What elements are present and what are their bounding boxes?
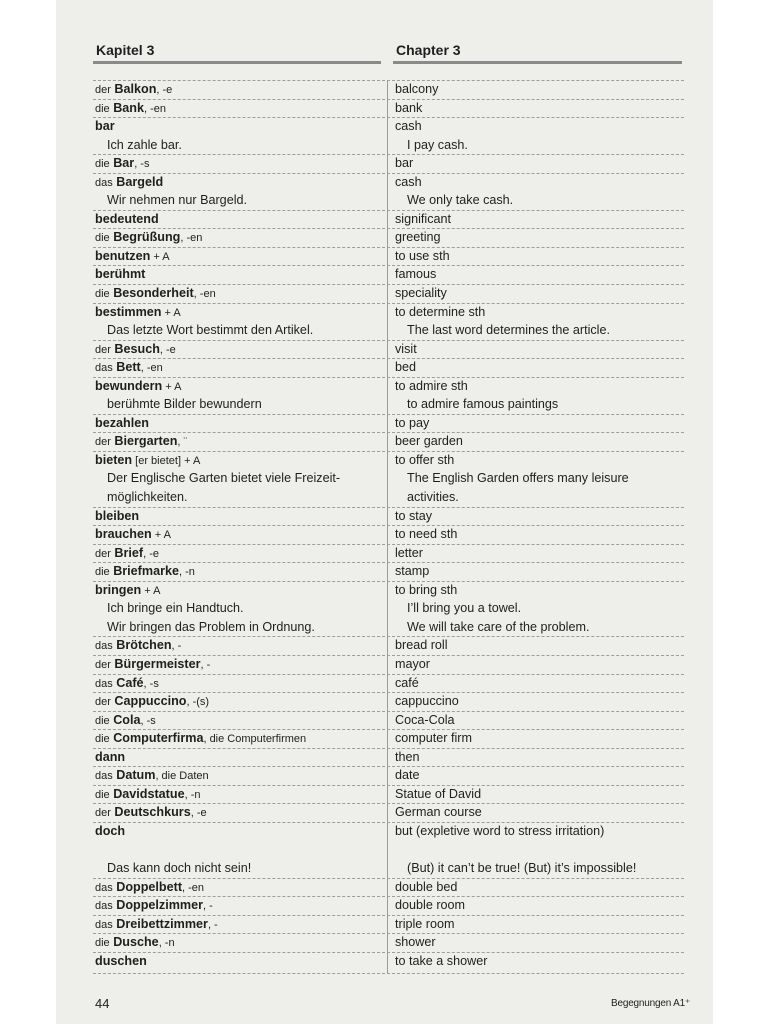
vocab-entry: [93, 915, 713, 934]
headword: Cappuccino: [114, 694, 187, 709]
german-term: [95, 377, 181, 397]
vocab-entry: [93, 451, 713, 507]
english-translation: but (expletive word to stress irritation): [395, 823, 605, 838]
example-line: [93, 469, 713, 488]
headword: bar: [95, 119, 115, 134]
vocab-entry: [93, 117, 713, 154]
vocab-entry: [93, 562, 713, 581]
headword: Café: [116, 675, 144, 690]
entry-headline: [93, 432, 713, 451]
article: der: [95, 84, 111, 96]
vocab-entry: [93, 265, 713, 284]
english-translation: mayor: [395, 656, 430, 671]
article: das: [95, 881, 113, 894]
article: das: [95, 362, 113, 375]
german-term: [95, 265, 145, 284]
headword: Balkon: [114, 82, 157, 96]
grammar-suffix: , -e: [190, 807, 207, 820]
example-english: I pay cash.: [407, 137, 468, 152]
headword: benutzen: [95, 248, 151, 263]
grammar-suffix: , -: [171, 640, 182, 653]
german-term: [95, 878, 204, 898]
german-term: [95, 358, 163, 378]
english-translation: to stay: [395, 508, 433, 523]
grammar-suffix: , -n: [184, 788, 201, 801]
headword: Besuch: [114, 341, 160, 356]
article: die: [95, 714, 110, 727]
english-translation: bread roll: [395, 638, 448, 653]
entry-headline: [93, 265, 713, 284]
article: die: [95, 788, 110, 801]
vocab-entry: [93, 822, 713, 878]
english-translation: to need sth: [395, 527, 458, 542]
entry-headline: [93, 154, 713, 173]
header-rule-left: [93, 61, 381, 64]
vocab-entry: [93, 933, 713, 952]
entry-headline: [93, 803, 713, 822]
entry-headline: [93, 173, 713, 192]
entry-headline: [93, 525, 713, 544]
entry-headline: [93, 729, 713, 748]
headword: Doppelzimmer: [116, 898, 204, 913]
english-translation: date: [395, 768, 420, 783]
grammar-suffix: , -: [207, 918, 218, 931]
german-term: [95, 562, 195, 582]
headword: Cola: [113, 712, 141, 727]
entry-headline: [93, 451, 713, 470]
german-term: [95, 933, 175, 953]
headword: Deutschkurs: [114, 805, 191, 820]
english-translation: to admire sth: [395, 378, 468, 393]
headword: Bank: [113, 100, 144, 115]
grammar-suffix: , -(s): [186, 696, 210, 709]
headword: bewundern: [95, 378, 163, 393]
entry-headline: [93, 933, 713, 952]
german-term: [95, 228, 202, 248]
example-english: We only take cash.: [407, 193, 514, 208]
article: das: [95, 770, 113, 783]
german-term: [95, 117, 115, 136]
german-term: [95, 692, 209, 712]
grammar-suffix: , -: [200, 658, 211, 671]
english-translation: bank: [395, 100, 423, 115]
german-term: [95, 952, 147, 971]
headword: Bargeld: [116, 174, 164, 189]
headword: dann: [95, 749, 126, 764]
headword: Biergarten: [114, 434, 178, 449]
english-translation: to take a shower: [395, 953, 488, 968]
entry-headline: [93, 99, 713, 118]
entry-headline: [93, 303, 713, 322]
entry-headline: [93, 80, 713, 99]
english-translation: Statue of David: [395, 786, 482, 801]
headword: Brötchen: [116, 638, 172, 653]
entry-headline: [93, 247, 713, 266]
vocab-entry: [93, 284, 713, 303]
german-term: [95, 99, 166, 119]
vocab-entry: [93, 99, 713, 118]
entry-headline: [93, 377, 713, 396]
english-translation: letter: [395, 545, 423, 560]
vocab-entry: [93, 432, 713, 451]
article: der: [95, 547, 111, 560]
example-english: activities.: [407, 490, 459, 505]
example-line: [93, 136, 713, 155]
vocab-entry: [93, 247, 713, 266]
list-end-rule: [93, 973, 684, 974]
headword: doch: [95, 823, 126, 838]
entry-headline: [93, 581, 713, 600]
headword: Briefmarke: [113, 564, 179, 579]
german-term: [95, 674, 159, 694]
entry-headline: [93, 915, 713, 934]
german-term: [95, 766, 209, 786]
german-term: [95, 803, 207, 823]
grammar-suffix: + A: [161, 306, 181, 319]
grammar-suffix: , die Computerfirmen: [203, 733, 307, 746]
english-translation: Coca-Cola: [395, 712, 455, 727]
entry-headline: [93, 822, 713, 841]
german-term: [95, 896, 213, 916]
example-line: [93, 859, 713, 878]
grammar-suffix: , -en: [182, 881, 205, 894]
grammar-suffix: , -en: [140, 362, 163, 375]
vocab-entry: [93, 525, 713, 544]
article: die: [95, 288, 110, 301]
headword: bezahlen: [95, 415, 149, 430]
vocab-entry: [93, 377, 713, 414]
english-translation: cappuccino: [395, 694, 459, 709]
example-line: [93, 191, 713, 210]
headword: brauchen: [95, 527, 152, 542]
example-german: möglichkeiten.: [107, 490, 188, 505]
vocab-entry: [93, 692, 713, 711]
example-english: I’ll bring you a towel.: [407, 601, 522, 616]
headword: Brief: [114, 545, 144, 560]
vocab-entry: [93, 711, 713, 730]
entry-headline: [93, 748, 713, 767]
vocab-entry: [93, 636, 713, 655]
vocab-entry: [93, 748, 713, 767]
vocab-entry: [93, 414, 713, 433]
entry-headline: [93, 878, 713, 897]
vocab-entry: [93, 544, 713, 563]
vocab-entry: [93, 340, 713, 359]
entry-headline: [93, 655, 713, 674]
example-english: We will take care of the problem.: [407, 619, 590, 634]
headword: Bett: [116, 360, 141, 375]
vocab-entry: [93, 896, 713, 915]
grammar-suffix: + A: [162, 380, 182, 393]
headword: Besonderheit: [113, 286, 194, 301]
grammar-suffix: + A: [151, 529, 171, 542]
headword: Dusche: [113, 935, 159, 950]
grammar-suffix: + A: [150, 250, 170, 263]
article: das: [95, 640, 113, 653]
german-term: [95, 525, 171, 545]
headword: bedeutend: [95, 211, 159, 226]
example-line: [93, 321, 713, 340]
vocab-entry: [93, 766, 713, 785]
grammar-suffix: , -n: [179, 566, 195, 579]
article: der: [95, 658, 111, 671]
example-english: The English Garden offers many leisure: [407, 471, 629, 486]
english-translation: stamp: [395, 564, 430, 579]
vocab-entry: [93, 952, 713, 971]
page-number: 44: [95, 996, 110, 1011]
entry-headline: [93, 210, 713, 229]
article: die: [95, 937, 110, 950]
english-translation: bed: [395, 360, 417, 375]
german-term: [95, 729, 306, 749]
entry-headline: [93, 785, 713, 804]
english-translation: speciality: [395, 286, 447, 301]
german-term: [95, 414, 149, 433]
grammar-suffix: , -en: [193, 288, 216, 301]
example-line: [93, 840, 713, 859]
vocab-entry: [93, 507, 713, 526]
english-translation: beer garden: [395, 434, 463, 449]
headword: bieten: [95, 452, 133, 467]
entry-headline: [93, 711, 713, 730]
german-term: [95, 173, 163, 193]
example-line: [93, 395, 713, 414]
grammar-suffix: , -s: [134, 158, 150, 171]
entry-headline: [93, 952, 713, 971]
grammar-suffix: , -s: [143, 677, 159, 690]
article: der: [95, 343, 111, 356]
english-translation: computer firm: [395, 731, 472, 746]
vocab-entry: [93, 210, 713, 229]
vocab-entry: [93, 581, 713, 637]
article: das: [95, 677, 113, 690]
entry-headline: [93, 414, 713, 433]
english-translation: shower: [395, 935, 436, 950]
english-translation: visit: [395, 341, 417, 356]
english-translation: double bed: [395, 879, 458, 894]
english-translation: balcony: [395, 82, 439, 96]
english-translation: to bring sth: [395, 582, 458, 597]
english-translation: café: [395, 675, 419, 690]
headword: Davidstatue: [113, 786, 185, 801]
entry-headline: [93, 896, 713, 915]
headword: duschen: [95, 953, 147, 968]
headword: Datum: [116, 768, 156, 783]
entry-headline: [93, 340, 713, 359]
english-translation: cash: [395, 174, 422, 189]
german-term: [95, 154, 149, 174]
entry-headline: [93, 674, 713, 693]
article: der: [95, 696, 111, 709]
example-german: Das letzte Wort bestimmt den Artikel.: [107, 323, 314, 338]
grammar-suffix: [er bietet] + A: [132, 454, 201, 467]
headword: Bar: [113, 156, 135, 171]
vocab-entry: [93, 80, 713, 99]
example-german: Wir bringen das Problem in Ordnung.: [107, 619, 315, 634]
headword: Begrüßung: [113, 230, 181, 245]
english-translation: to determine sth: [395, 304, 486, 319]
german-term: [95, 711, 156, 731]
german-term: [95, 451, 200, 471]
article: die: [95, 102, 110, 115]
vocab-entry: [93, 785, 713, 804]
grammar-suffix: , -n: [158, 937, 175, 950]
entry-headline: [93, 562, 713, 581]
headword: Computerfirma: [113, 731, 204, 746]
grammar-suffix: , -e: [143, 547, 160, 560]
headword: Doppelbett: [116, 879, 183, 894]
english-translation: famous: [395, 267, 437, 282]
entry-headline: [93, 507, 713, 526]
article: das: [95, 918, 113, 931]
german-term: [95, 210, 159, 229]
german-term: [95, 636, 181, 656]
german-term: [95, 655, 210, 675]
article: das: [95, 176, 113, 189]
book-title: Begegnungen A1⁺: [611, 998, 691, 1009]
article: die: [95, 232, 110, 245]
german-term: [95, 785, 200, 805]
example-german: Der Englische Garten bietet viele Freizeit-: [107, 471, 341, 486]
entry-headline: [93, 358, 713, 377]
article: die: [95, 566, 110, 579]
german-term: [95, 340, 176, 360]
grammar-suffix: , -s: [140, 714, 156, 727]
english-translation: to pay: [395, 415, 430, 430]
entry-headline: [93, 117, 713, 136]
german-term: [95, 247, 170, 267]
german-term: [95, 80, 172, 100]
german-term: [95, 915, 218, 935]
headword: bestimmen: [95, 304, 162, 319]
headword: bringen: [95, 582, 142, 597]
example-german: Das kann doch nicht sein!: [107, 860, 252, 875]
german-term: [95, 822, 125, 841]
example-german: Wir nehmen nur Bargeld.: [107, 193, 247, 208]
vocab-entry: [93, 729, 713, 748]
grammar-suffix: , die Daten: [155, 770, 209, 783]
german-term: [95, 303, 181, 323]
german-term: [95, 507, 139, 526]
vocab-entry: [93, 674, 713, 693]
headword: berühmt: [95, 267, 146, 282]
grammar-suffix: , -en: [143, 102, 166, 115]
vocabulary-list: [93, 80, 713, 970]
english-translation: greeting: [395, 230, 441, 245]
english-translation: bar: [395, 156, 414, 171]
example-line: [93, 599, 713, 618]
vocab-entry: [93, 655, 713, 674]
german-term: [95, 748, 125, 767]
article: die: [95, 158, 110, 171]
example-german: Ich bringe ein Handtuch.: [107, 601, 244, 616]
vocab-entry: [93, 878, 713, 897]
headword: Dreibettzimmer: [116, 916, 208, 931]
entry-headline: [93, 544, 713, 563]
article: der: [95, 807, 111, 820]
header-rule-right: [393, 61, 682, 64]
entry-headline: [93, 284, 713, 303]
english-translation: then: [395, 749, 420, 764]
article: die: [95, 733, 110, 746]
english-translation: German course: [395, 805, 482, 820]
headword: bleiben: [95, 508, 140, 523]
english-translation: to use sth: [395, 248, 450, 263]
entry-headline: [93, 636, 713, 655]
article: der: [95, 436, 111, 449]
english-translation: triple room: [395, 916, 455, 931]
vocab-entry: [93, 303, 713, 340]
vocab-entry: [93, 228, 713, 247]
grammar-suffix: , -: [203, 900, 213, 913]
vocab-entry: [93, 803, 713, 822]
example-german: berühmte Bilder bewundern: [107, 397, 262, 412]
vocab-entry: [93, 173, 713, 210]
entry-headline: [93, 766, 713, 785]
chapter-title-german: Kapitel 3: [96, 42, 155, 58]
example-line: [93, 618, 713, 637]
chapter-title-english: Chapter 3: [396, 42, 461, 58]
vocab-entry: [93, 358, 713, 377]
headword: Bürgermeister: [114, 656, 201, 671]
example-english: (But) it can’t be true! (But) it’s impossible!: [407, 860, 637, 875]
example-german: Ich zahle bar.: [107, 137, 182, 152]
article: das: [95, 900, 113, 913]
english-translation: cash: [395, 119, 422, 134]
german-term: [95, 284, 216, 304]
grammar-suffix: , -en: [180, 232, 203, 245]
german-term: [95, 544, 159, 564]
entry-headline: [93, 228, 713, 247]
grammar-suffix: + A: [141, 584, 161, 597]
german-term: [95, 432, 187, 452]
grammar-suffix: , ¨: [177, 436, 188, 449]
example-line: [93, 488, 713, 507]
entry-headline: [93, 692, 713, 711]
english-translation: significant: [395, 211, 452, 226]
vocab-entry: [93, 154, 713, 173]
grammar-suffix: , -e: [159, 343, 176, 356]
grammar-suffix: , -e: [156, 84, 173, 96]
example-english: The last word determines the article.: [407, 323, 610, 338]
german-term: [95, 581, 160, 601]
english-translation: to offer sth: [395, 452, 455, 467]
example-english: to admire famous paintings: [407, 397, 559, 412]
english-translation: double room: [395, 898, 466, 913]
